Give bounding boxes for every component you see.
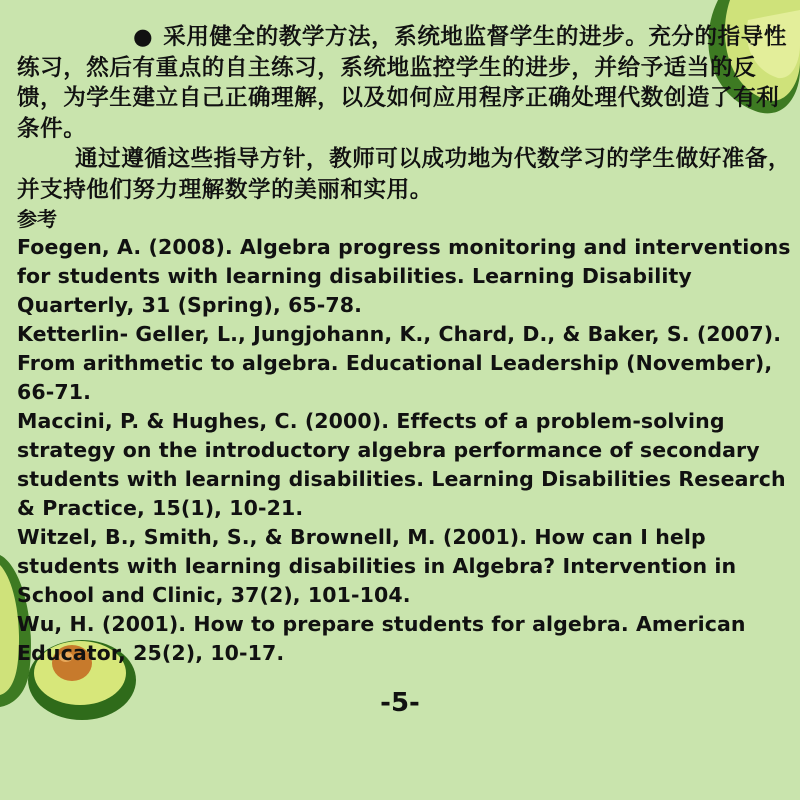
- paragraph-text: 采用健全的教学方法，系统地监督学生的进步。充分的指导性练习，然后有重点的自主练习，系统地监控学生的进步，并给予适当的反馈，为学生建立自己正确理解，以及如何应用程序正确处理代数创造了有利条件。: [17, 24, 787, 142]
- reference-item: Ketterlin- Geller, L., Jungjohann, K., Chard, D., & Baker, S. (2007). From arithmetic to algebra. Educational Leadership (November), 66-71.: [17, 322, 782, 404]
- paragraph-teaching-methods: [17, 22, 793, 144]
- references-heading: 参考: [17, 207, 57, 231]
- reference-item: Wu, H. (2001). How to prepare students for algebra. American Educator, 25(2), 10-17.: [17, 612, 746, 665]
- reference-item: Witzel, B., Smith, S., & Brownell, M. (2001). How can I help students with learning disabilities in Algebra? Intervention in School and Clinic, 37(2), 101-104.: [17, 525, 737, 607]
- reference-item: Maccini, P. & Hughes, C. (2000). Effects of a problem-solving strategy on the introductory algebra performance of secondary students with learning disabilities. Learning Disabilities Research & Practice, 15(1), 10-21.: [17, 409, 786, 520]
- page-number: -5-: [380, 688, 420, 718]
- bullet-icon: ●: [133, 24, 154, 50]
- reference-item: Foegen, A. (2008). Algebra progress monitoring and interventions for students with learning disabilities. Learning Disability Quarterly, 31 (Spring), 65-78.: [17, 235, 791, 317]
- paragraph-conclusion: 通过遵循这些指导方针，教师可以成功地为代数学习的学生做好准备，并支持他们努力理解数学的美丽和实用。: [17, 146, 792, 203]
- text-content: [17, 22, 793, 668]
